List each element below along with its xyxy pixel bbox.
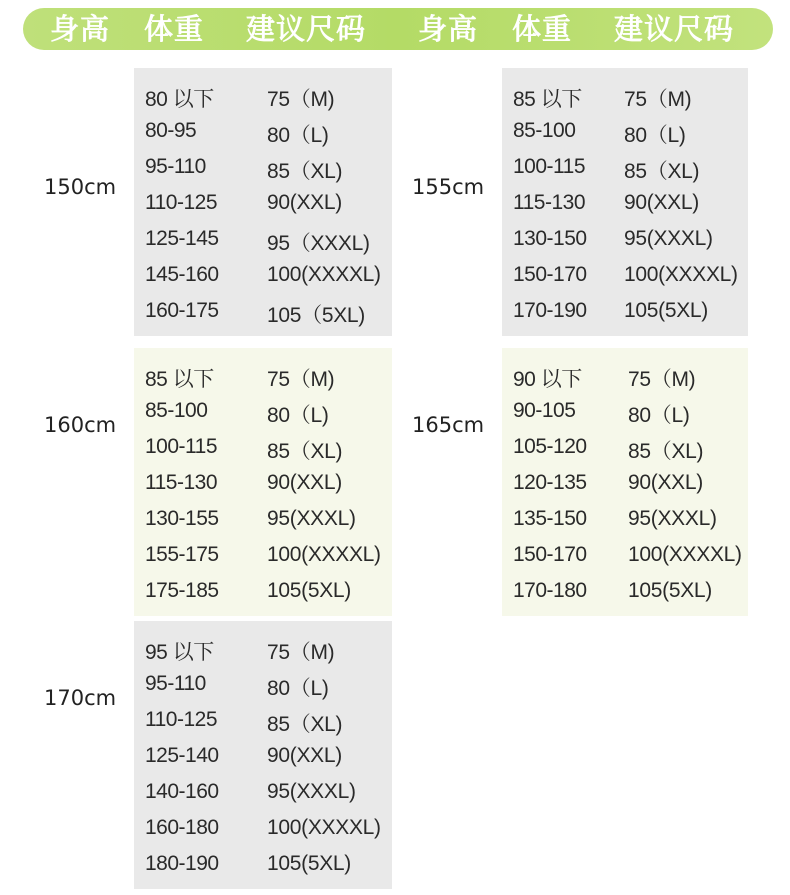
table-row (502, 399, 760, 435)
table-row (502, 579, 760, 615)
weight-cell: 95-110 (145, 155, 206, 178)
header-weight-label: 体重 (144, 12, 205, 46)
table-row (134, 816, 392, 852)
weight-cell: 110-125 (145, 191, 218, 214)
size-cell: 85（XL) (628, 440, 704, 463)
size-block-155 (502, 68, 748, 336)
weight-cell: 80-95 (145, 119, 197, 142)
header-height-label-2: 身高 (418, 12, 479, 46)
weight-cell: 90-105 (513, 399, 576, 422)
size-cell: 85（XL) (267, 713, 343, 736)
table-row (134, 119, 392, 155)
size-cell: 85（XL) (267, 160, 343, 183)
weight-cell: 170-180 (513, 579, 587, 602)
weight-cell: 135-150 (513, 507, 587, 530)
table-row (134, 191, 392, 227)
size-cell: 75（M) (628, 368, 696, 391)
table-row (134, 507, 392, 543)
weight-cell: 130-155 (145, 507, 219, 530)
size-cell: 90(XXL) (267, 744, 342, 767)
size-cell: 90(XXL) (628, 471, 703, 494)
header-size-label-2: 建议尺码 (614, 12, 735, 46)
table-row (134, 155, 392, 191)
weight-cell: 80 以下 (145, 88, 214, 111)
size-block-150 (134, 68, 392, 336)
weight-cell: 85 以下 (145, 368, 214, 391)
weight-cell: 175-185 (145, 579, 219, 602)
weight-cell: 115-130 (513, 191, 586, 214)
weight-cell: 120-135 (513, 471, 587, 494)
size-cell: 95(XXXL) (628, 507, 717, 530)
size-cell: 75（M) (267, 641, 335, 664)
size-cell: 75（M) (624, 88, 692, 111)
size-cell: 100(XXXXL) (267, 543, 381, 566)
weight-cell: 150-170 (513, 543, 587, 566)
size-cell: 80（L) (628, 404, 690, 427)
table-row (502, 227, 760, 263)
weight-cell: 145-160 (145, 263, 219, 286)
table-row (134, 852, 392, 888)
size-cell: 95（XXXL) (267, 232, 370, 255)
size-cell: 75（M) (267, 368, 335, 391)
table-row (502, 363, 760, 399)
table-row (502, 299, 760, 335)
size-cell: 105(5XL) (267, 852, 351, 875)
weight-cell: 130-150 (513, 227, 587, 250)
table-row (502, 191, 760, 227)
height-label-165: 165cm (412, 413, 485, 437)
weight-cell: 180-190 (145, 852, 219, 875)
weight-cell: 105-120 (513, 435, 587, 458)
size-cell: 100(XXXXL) (624, 263, 738, 286)
weight-cell: 90 以下 (513, 368, 582, 391)
table-row (134, 435, 392, 471)
table-row (134, 672, 392, 708)
table-row (134, 780, 392, 816)
weight-cell: 85-100 (145, 399, 208, 422)
table-row (502, 471, 760, 507)
table-row (502, 507, 760, 543)
table-row (134, 636, 392, 672)
table-row (502, 263, 760, 299)
size-cell: 90(XXL) (624, 191, 699, 214)
size-block-160 (134, 348, 392, 616)
table-row (134, 299, 392, 335)
size-cell: 105(5XL) (267, 579, 351, 602)
weight-cell: 125-145 (145, 227, 219, 250)
size-cell: 80（L) (267, 404, 329, 427)
size-cell: 80（L) (267, 124, 329, 147)
size-block-170 (134, 621, 392, 889)
table-row (134, 708, 392, 744)
weight-cell: 95 以下 (145, 641, 214, 664)
table-row (502, 155, 760, 191)
height-label-150: 150cm (44, 175, 117, 199)
size-cell: 100(XXXXL) (628, 543, 742, 566)
height-label-155: 155cm (412, 175, 485, 199)
size-cell: 105(5XL) (624, 299, 708, 322)
table-row (134, 471, 392, 507)
size-cell: 105(5XL) (628, 579, 712, 602)
size-cell: 85（XL) (267, 440, 343, 463)
size-cell: 100(XXXXL) (267, 816, 381, 839)
size-cell: 75（M) (267, 88, 335, 111)
weight-cell: 155-175 (145, 543, 219, 566)
size-cell: 90(XXL) (267, 471, 342, 494)
size-cell: 90(XXL) (267, 191, 342, 214)
table-row (502, 435, 760, 471)
weight-cell: 160-175 (145, 299, 219, 322)
weight-cell: 100-115 (513, 155, 586, 178)
size-cell: 95(XXXL) (267, 780, 356, 803)
table-row (134, 543, 392, 579)
weight-cell: 170-190 (513, 299, 587, 322)
weight-cell: 100-115 (145, 435, 218, 458)
height-label-160: 160cm (44, 413, 117, 437)
weight-cell: 85-100 (513, 119, 576, 142)
table-row (134, 227, 392, 263)
table-row (134, 83, 392, 119)
size-cell: 105（5XL) (267, 304, 365, 327)
table-row (502, 543, 760, 579)
size-cell: 80（L) (267, 677, 329, 700)
table-row (134, 399, 392, 435)
weight-cell: 110-125 (145, 708, 218, 731)
header-size-label: 建议尺码 (246, 12, 367, 46)
weight-cell: 95-110 (145, 672, 206, 695)
weight-cell: 160-180 (145, 816, 219, 839)
weight-cell: 85 以下 (513, 88, 582, 111)
height-label-170: 170cm (44, 686, 117, 710)
table-row (134, 744, 392, 780)
table-row (502, 83, 760, 119)
size-cell: 100(XXXXL) (267, 263, 381, 286)
table-row (502, 119, 760, 155)
table-row (134, 263, 392, 299)
weight-cell: 125-140 (145, 744, 219, 767)
weight-cell: 140-160 (145, 780, 219, 803)
weight-cell: 115-130 (145, 471, 218, 494)
header-weight-label-2: 体重 (512, 12, 573, 46)
header-height-label: 身高 (50, 12, 111, 46)
size-cell: 95(XXXL) (624, 227, 713, 250)
size-cell: 85（XL) (624, 160, 700, 183)
weight-cell: 150-170 (513, 263, 587, 286)
table-row (134, 363, 392, 399)
size-cell: 80（L) (624, 124, 686, 147)
size-cell: 95(XXXL) (267, 507, 356, 530)
size-block-165 (502, 348, 748, 616)
table-row (134, 579, 392, 615)
